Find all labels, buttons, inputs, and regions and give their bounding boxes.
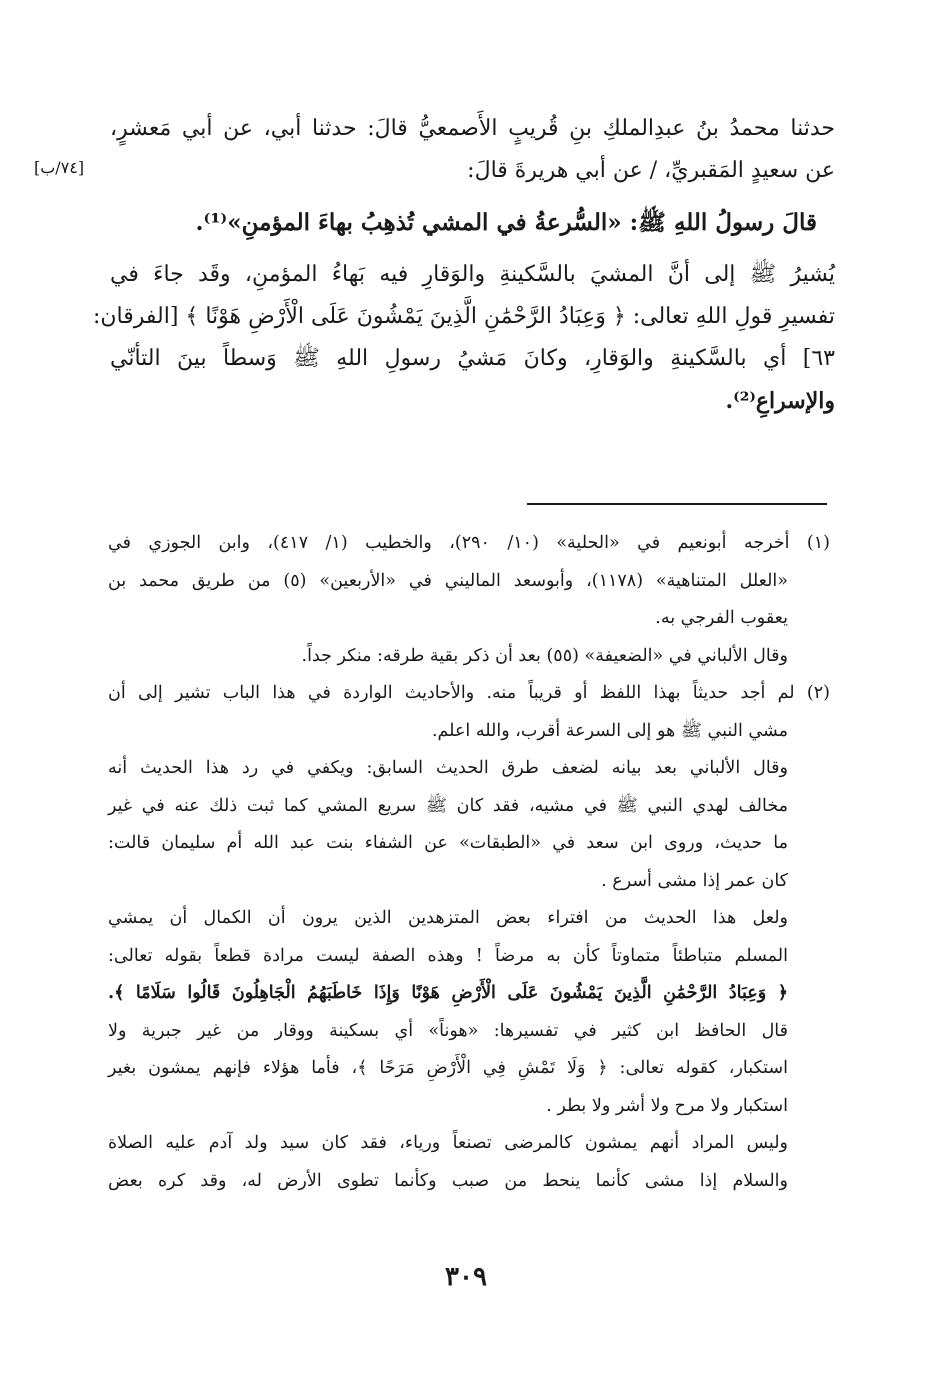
- hadith-line: قالَ رسولُ اللهِ ﷺ: «السُّرعةُ في المشي تُذهِبُ بهاءَ المؤمنِ»⁽¹⁾.: [195, 209, 817, 236]
- footnote-2-line-3: وقال الألباني بعد بيانه لضعف طرق الحديث السابق: ويكفي في رد هذا الحديث أنه: [108, 758, 788, 778]
- footnote-2-line-1: (٢) لم أجد حديثاً بهذا اللفظ أو قريباً منه. والأحاديث الواردة في هذا الباب تشير إلى أن: [108, 683, 830, 703]
- footnote-2-line-8: المسلم متباطئاً متماوتاً كأن به مرضاً ! وهذه الصفة ليست مرادة قطعاً بقوله تعالى:: [108, 945, 788, 966]
- footnote-2-line-10: قال الحافظ ابن كثير في تفسيرها: «هوناً» أي بسكينة ووقار من غير جبرية ولا: [108, 1020, 788, 1041]
- footnote-2-line-7: ولعل هذا الحديث من افتراء بعض المتزهدين الذين يرون أن الكمال أن يمشي: [108, 908, 788, 928]
- footnote-2-line-13: وليس المراد أنهم يمشون كالمرضى تصنعاً ورياء، فقد كان سيد ولد آدم عليه الصلاة: [108, 1133, 788, 1153]
- footnote-1-line-1: (١) أخرجه أبونعيم في «الحلية» (١٠/ ٢٩٠)، والخطيب (١/ ٤١٧)، وابن الجوزي في: [108, 533, 830, 553]
- footnote-2-line-11: استكبار، كقوله تعالى: ﴿ وَلَا تَمْشِ فِي الْأَرْضِ مَرَحًا ﴾، فأما هؤلاء فإنهم يمشون بغير: [108, 1058, 788, 1078]
- main-line-7: والإسراعِ⁽²⁾.: [725, 388, 835, 414]
- footnote-2-line-5: ما حديث، وروى ابن سعد في «الطبقات» عن الشفاء بنت عبد الله أم سليمان قالت:: [108, 833, 788, 853]
- page-number: ٣٠٩: [445, 1262, 487, 1292]
- manuscript-folio-reference: [٧٤/ب]: [34, 158, 85, 177]
- main-line-2: عن سعيدٍ المَقبريِّ، / عن أبي هريرةَ قالَ:: [467, 158, 835, 183]
- footnote-2-line-6: كان عمر إذا مشى أسرع .: [601, 870, 788, 891]
- footnote-2-line-14: والسلام إذا مشى كأنما ينحط من صبب وكأنما تطوى الأرض له، وقد كره بعض: [108, 1170, 788, 1191]
- footnote-2-line-2: مشي النبي ﷺ هو إلى السرعة أقرب، والله اعلم.: [431, 720, 788, 741]
- footnote-2-line-12: استكبار ولا مرح ولا أشر ولا بطر .: [546, 1095, 788, 1116]
- main-line-5: تفسيرِ قولِ اللهِ تعالى: ﴿ وَعِبَادُ الرَّحْمَٰنِ الَّذِينَ يَمْشُونَ عَلَى الْأَرْضِ هَوْنًا ﴾ [الفرقان:: [92, 304, 835, 329]
- footnote-1-line-4: وقال الألباني في «الضعيفة» (٥٥) بعد أن ذكر بقية طرقه: منكر جداً.: [301, 645, 788, 666]
- footnotes: [108, 525, 830, 1200]
- main-line-1: حدثنا محمدُ بنُ عبدِالملكِ بنِ قُريبٍ الأَصمعيُّ قالَ: حدثنا أبي، عن أبي مَعشرٍ،: [110, 116, 835, 141]
- main-line-4: يُشيرُ ﷺ إلى أنَّ المشيَ بالسَّكينةِ والوَقارِ فيه بَهاءُ المؤمنِ، وقَد جاءَ في: [110, 262, 835, 287]
- main-line-6: ٦٣] أي بالسَّكينةِ والوَقارِ، وكانَ مَشيُ رسولِ اللهِ ﷺ وَسطاً بينَ التأنّي: [110, 346, 835, 371]
- footnote-2-quran-verse: ﴿ وَعِبَادُ الرَّحْمَٰنِ الَّذِينَ يَمْشُونَ عَلَى الْأَرْضِ هَوْنًا وَإِذَا خَاطَبَهُمُ الْجَاهِلُونَ قَالُوا سَلَامًا ﴾.: [108, 983, 788, 1003]
- footnote-1-line-2: «العلل المتناهية» (١١٧٨)، وأبوسعد الماليني في «الأربعين» (٥) من طريق محمد بن: [108, 570, 788, 591]
- footnote-1-line-3: يعقوب الفرجي به.: [655, 608, 788, 628]
- footnote-divider: [527, 503, 827, 505]
- main-text: [92, 108, 835, 422]
- footnote-2-line-4: مخالف لهدي النبي ﷺ في مشيه، فقد كان ﷺ سريع المشي كما ثبت ذلك عنه في غير: [108, 795, 788, 816]
